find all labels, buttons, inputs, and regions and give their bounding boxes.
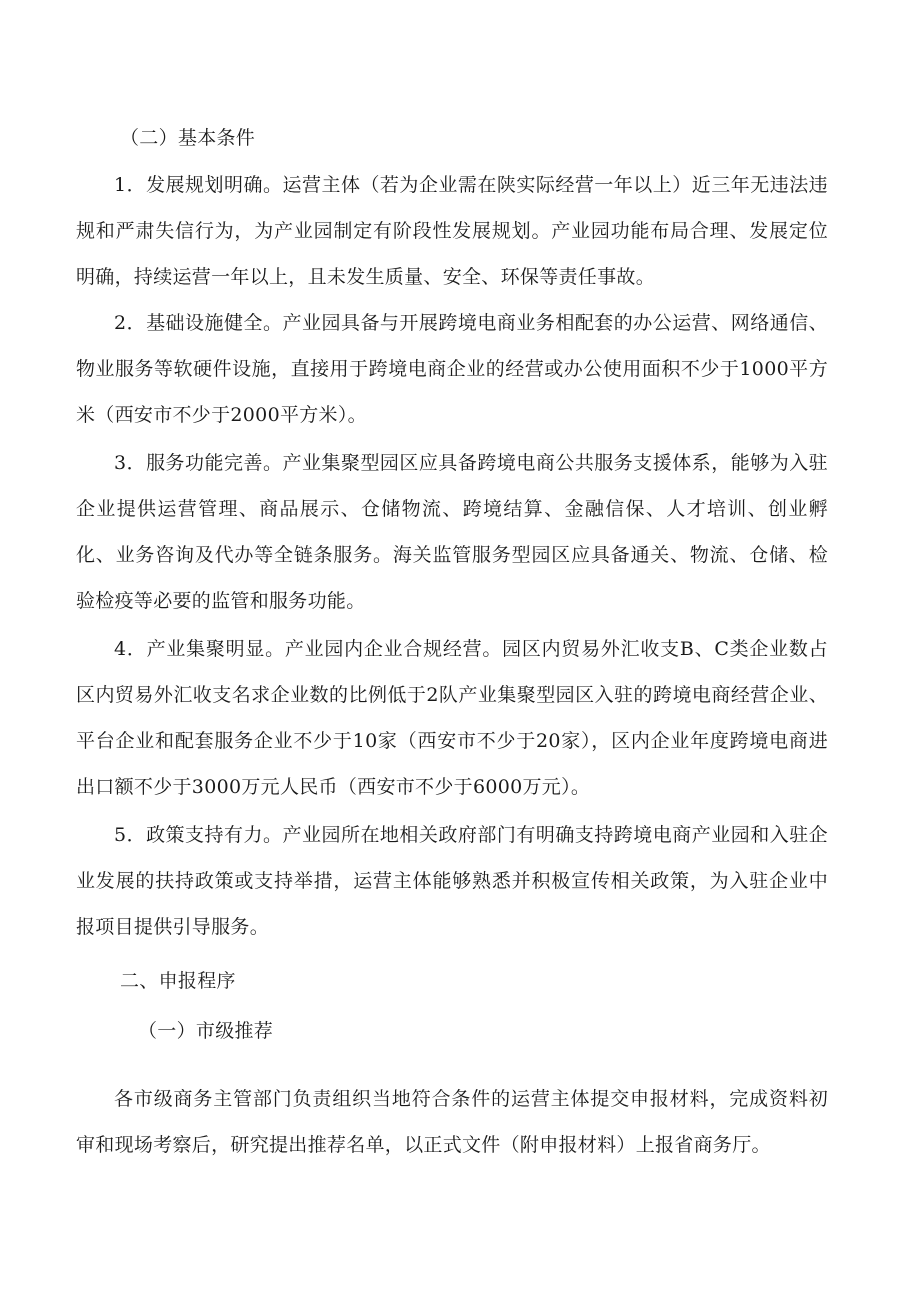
condition-item-4: 4．产业集聚明显。产业园内企业合规经营。园区内贸易外汇收支B、C类企业数占区内贸易外汇收支名求企业数的比例低于2队产业集聚型园区入驻的跨境电商经营企业、平台企业和配套服务企业不少于10家（西安市不少于20家），区内企业年度跨境电商进出口额不少于3000万元人民币（西安市不少于6000万元）。	[76, 638, 828, 798]
condition-item-3: 3．服务功能完善。产业集聚型园区应具备跨境电商公共服务支援体系，能够为入驻企业提供运营管理、商品展示、仓储物流、跨境结算、金融信保、人才培训、创业孵化、业务咨询及代办等全链条服务。海关监管服务型园区应具备通关、物流、仓储、检验检疫等必要的监管和服务功能。	[76, 452, 828, 612]
section-heading-basic-conditions: （二）基本条件	[120, 127, 256, 149]
condition-item-1: 1．发展规划明确。运营主体（若为企业需在陕实际经营一年以上）近三年无违法违规和严肃失信行为，为产业园制定有阶段性发展规划。产业园功能布局合理、发展定位明确，持续运营一年以上，且未发生质量、安全、环保等责任事故。	[76, 174, 828, 288]
condition-item-2: 2．基础设施健全。产业园具备与开展跨境电商业务相配套的办公运营、网络通信、物业服务等软硬件设施，直接用于跨境电商企业的经营或办公使用面积不少于1000平方米（西安市不少于2000平方米）。	[76, 312, 828, 426]
sub-heading-city-recommendation: （一）市级推荐	[138, 1020, 274, 1042]
section-heading-procedure: 二、申报程序	[120, 970, 236, 992]
procedure-paragraph: 各市级商务主管部门负责组织当地符合条件的运营主体提交申报材料，完成资料初审和现场考察后，研究提出推荐名单，以正式文件（附申报材料）上报省商务厅。	[76, 1088, 828, 1156]
condition-item-5: 5．政策支持有力。产业园所在地相关政府部门有明确支持跨境电商产业园和入驻企业发展的扶持政策或支持举措，运营主体能够熟悉并积极宣传相关政策，为入驻企业中报项目提供引导服务。	[76, 824, 828, 938]
